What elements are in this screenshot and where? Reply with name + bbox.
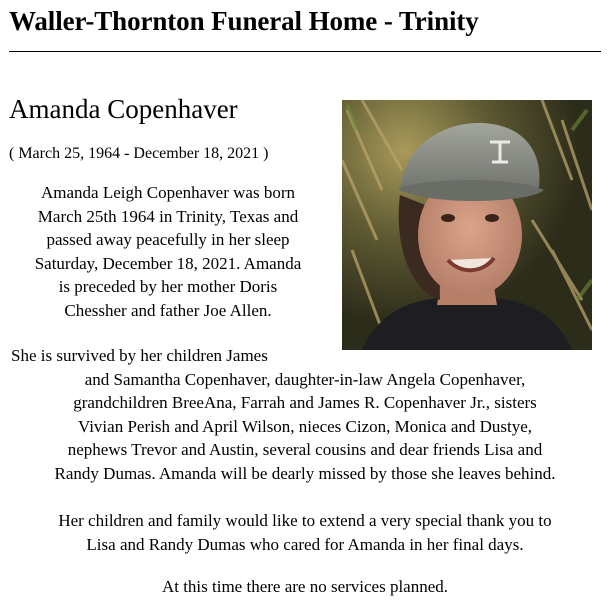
text-line: passed away peacefully in her sleep bbox=[46, 230, 290, 249]
obituary-paragraph-thanks bbox=[9, 509, 601, 556]
obituary-paragraph-birth bbox=[9, 181, 327, 322]
text-line: Saturday, December 18, 2021. Amanda bbox=[34, 253, 302, 273]
portrait-image-icon bbox=[342, 100, 592, 350]
obituary-dates: ( March 25, 1964 - December 18, 2021 ) bbox=[9, 145, 269, 162]
text-line: At this time there are no services planned. bbox=[161, 577, 449, 596]
text-line: nephews Trevor and Austin, several cousins and dear friends Lisa and bbox=[67, 440, 543, 459]
text-line: and Samantha Copenhaver, daughter-in-law Angela Copenhaver, bbox=[84, 369, 526, 389]
site-header bbox=[9, 4, 601, 38]
text-line: Lisa and Randy Dumas who cared for Amanda in her final days. bbox=[86, 534, 524, 554]
text-line: Amanda Leigh Copenhaver was born bbox=[41, 183, 295, 202]
text-line: Chessher and father Joe Allen. bbox=[64, 300, 272, 320]
header-divider bbox=[9, 51, 601, 52]
text-line: is preceded by her mother Doris bbox=[58, 277, 278, 296]
text-line: Her children and family would like to extend a very special thank you to bbox=[58, 511, 552, 530]
text-line: Randy Dumas. Amanda will be dearly missed by those she leaves behind. bbox=[54, 463, 556, 483]
obituary-name: Amanda Copenhaver bbox=[9, 94, 238, 124]
site-title: Waller-Thornton Funeral Home - Trinity bbox=[9, 6, 479, 36]
obituary-paragraph-survivors bbox=[9, 344, 601, 485]
text-line: She is survived by her children James bbox=[11, 346, 268, 365]
portrait-photo bbox=[342, 100, 592, 350]
text-line: Vivian Perish and April Wilson, nieces Cizon, Monica and Dustye, bbox=[77, 416, 533, 436]
text-line: March 25th 1964 in Trinity, Texas and bbox=[37, 206, 299, 226]
text-line: grandchildren BreeAna, Farrah and James R. Copenhaver Jr., sisters bbox=[73, 393, 537, 412]
obituary-paragraph-services bbox=[9, 575, 601, 599]
